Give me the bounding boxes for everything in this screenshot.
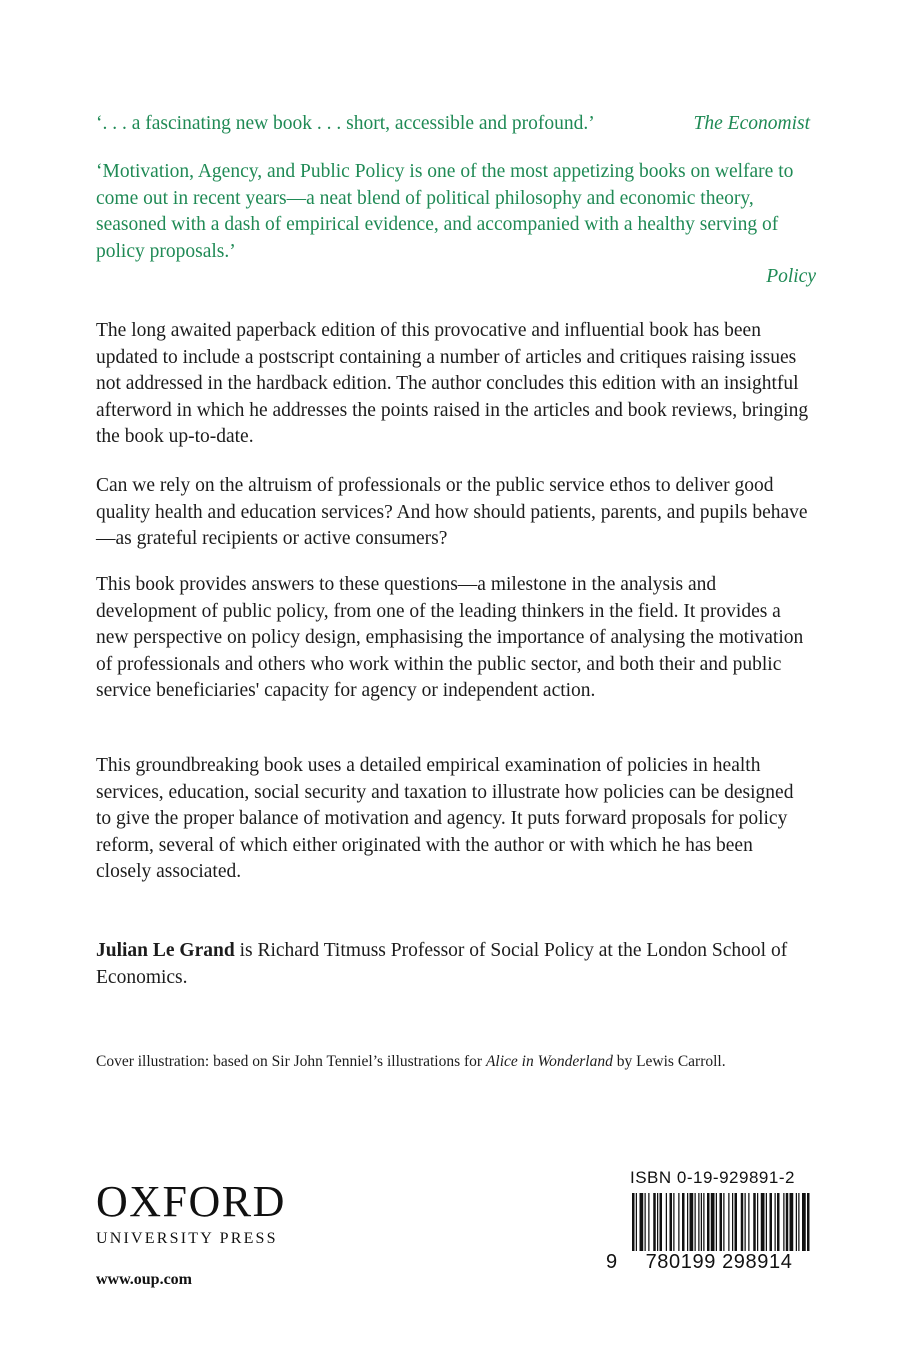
author-bio-text: is Richard Titmuss Professor of Social Policy at the London School of Economics. — [96, 940, 788, 988]
blurb-paragraph-2: Can we rely on the altruism of professionals or the public service ethos to deliver good quality health and education services? And how should patients, parents, and pupils behave—as grateful recipients or active consumers? — [96, 475, 808, 549]
author-bio — [96, 938, 812, 991]
barcode-digits: 780199 298914 — [626, 1251, 812, 1274]
publisher-logo — [96, 1177, 306, 1248]
credit-prefix: Cover illustration: based on Sir John Tenniel’s illustrations for — [96, 1053, 486, 1070]
quote-text: ‘. . . a fascinating new book . . . short, accessible and profound.’ — [96, 113, 595, 134]
publisher-name: OXFORD — [96, 1177, 286, 1226]
praise-quote-economist — [96, 111, 816, 137]
quote-source: Policy — [766, 266, 816, 287]
blurb-paragraph-1: The long awaited paperback edition of this provocative and influential book has been updated to include a postscript containing a number of articles and critiques raising issues not addressed in the hardback edition. The author concludes this edition with an insightful afterword in which he addresses the points raised in the articles and book reviews, bringing the book up-to-date. — [96, 320, 809, 447]
isbn-label: ISBN 0-19-929891-2 — [630, 1168, 795, 1187]
praise-quote-policy — [96, 159, 820, 291]
publisher-website: www.oup.com — [96, 1271, 193, 1288]
barcode-lead-digit: 9 — [606, 1251, 618, 1273]
publisher-subtitle: UNIVERSITY PRESS — [96, 1230, 278, 1247]
blurb-paragraph-4: This groundbreaking book uses a detailed empirical examination of policies in health services, education, social security and taxation to illustrate how policies can be designed to give the proper balance of motivation and agency. It puts forward proposals for policy reform, several of which either originated with the author or with which he has been closely associated. — [96, 755, 794, 882]
credit-suffix: by Lewis Carroll. — [612, 1053, 726, 1070]
credit-book-title: Alice in Wonderland — [485, 1053, 613, 1070]
author-name: Julian Le Grand — [96, 940, 235, 961]
quote-source: The Economist — [693, 113, 810, 134]
quote-text: ‘Motivation, Agency, and Public Policy is one of the most appetizing books on welfare to come out in recent years—a neat blend of political philosophy and economic theory, seasoned with a dash of empirical evidence, and accompanied with a healthy serving of policy proposals.’ — [96, 161, 794, 262]
isbn-barcode-block — [604, 1168, 812, 1286]
cover-illustration-credit — [96, 1052, 726, 1072]
blurb-paragraph-3: This book provides answers to these questions—a milestone in the analysis and development of public policy, from one of the leading thinkers in the field. It provides a new perspective on policy design, emphasising the importance of analysing the motivation of professionals and others who work within the public sector, and both their and public service beneficiaries' capacity for agency or independent action. — [96, 574, 804, 701]
